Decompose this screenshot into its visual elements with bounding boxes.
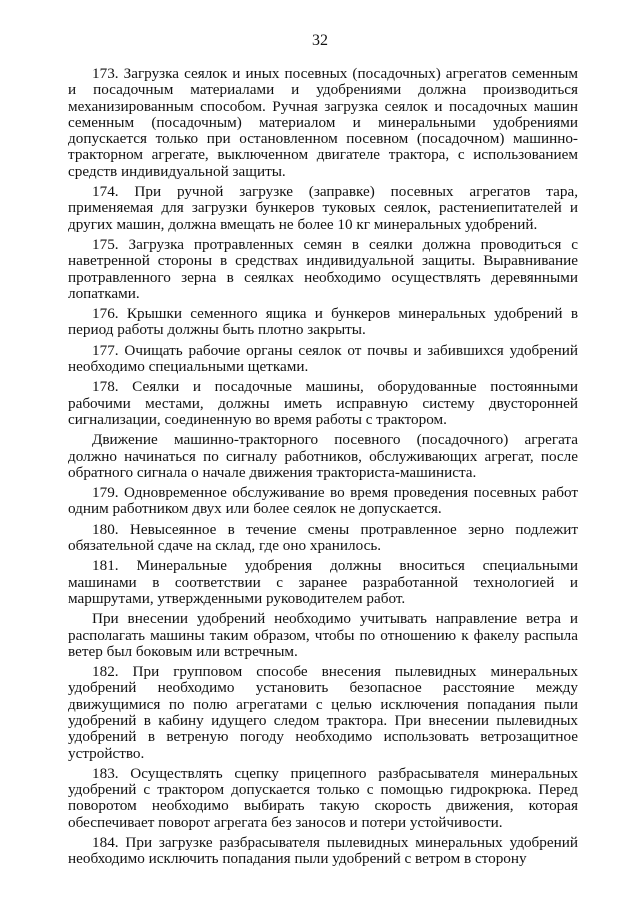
paragraph-178-continued: Движение машинно-тракторного посевного (посадочного) агрегата должно начинаться по сигналу работников, обслуживающих агрегат, после обратного сигнала о начале движения тракториста-машиниста. xyxy=(68,431,578,481)
paragraph-183: 183. Осуществлять сцепку прицепного разбрасывателя минеральных удобрений с трактором допускается только с помощью гидрокрюка. Перед поворотом необходимо выбирать такую скорость движения, которая обеспечивает поворот агрегата без заносов и потери устойчивости. xyxy=(68,764,578,831)
paragraph-173: 173. Загрузка сеялок и иных посевных (посадочных) агрегатов семенным и посадочным материалами и удобрениями должна производиться механизированным способом. Ручная загрузка сеялок и посадочных машин семенным (посадочным) материалом и минеральными удобрениями допускается только при остановленном посевном (посадочном) машинно-тракторном агрегате, выключенном двигателе трактора, с использованием средств индивидуальной защиты. xyxy=(68,65,578,180)
paragraph-178: 178. Сеялки и посадочные машины, оборудованные постоянными рабочими местами, должны иметь исправную систему двусторонней сигнализации, соединенную во время работы с трактором. xyxy=(68,378,578,428)
paragraph-184: 184. При загрузке разбрасывателя пылевидных минеральных удобрений необходимо исключить попадания пыли удобрений с ветром в сторону xyxy=(68,834,578,868)
paragraph-181: 181. Минеральные удобрения должны вноситься специальными машинами в соответствии с заранее разработанной технологией и маршрутами, утвержденными руководителем работ. xyxy=(68,557,578,607)
paragraph-177: 177. Очищать рабочие органы сеялок от почвы и забившихся удобрений необходимо специальными щетками. xyxy=(68,341,578,376)
paragraph-174: 174. При ручной загрузке (заправке) посевных агрегатов тара, применяемая для загрузки бункеров туковых сеялок, растениепитателей и других машин, должна вмещать не более 10 кг минеральных удобрений. xyxy=(68,183,578,233)
paragraph-175: 175. Загрузка протравленных семян в сеялки должна проводиться с наветренной стороны в средствах индивидуальной защиты. Выравнивание протравленного зерна в сеялках необходимо осуществлять деревянными лопатками. xyxy=(68,235,578,302)
paragraph-181-continued: При внесении удобрений необходимо учитывать направление ветра и располагать машины таким образом, чтобы по отношению к факелу распыла ветер был боковым или встречным. xyxy=(68,610,578,660)
paragraph-182: 182. При групповом способе внесения пылевидных минеральных удобрений необходимо установить безопасное расстояние между движущимися по полю агрегатами с целью исключения попадания пыли удобрений в кабину идущего следом трактора. При внесении пылевидных удобрений в ветреную погоду необходимо использовать ветрозащитное устройство. xyxy=(68,663,578,762)
document-body xyxy=(68,66,578,872)
paragraph-176: 176. Крышки семенного ящика и бункеров минеральных удобрений в период работы должны быть плотно закрыты. xyxy=(68,305,578,339)
paragraph-180: 180. Невысеянное в течение смены протравленное зерно подлежит обязательной сдаче на склад, где оно хранилось. xyxy=(68,520,578,555)
paragraph-179: 179. Одновременное обслуживание во время проведения посевных работ одним работником двух или более сеялок не допускается. xyxy=(68,484,578,518)
page-number: 32 xyxy=(312,32,328,49)
